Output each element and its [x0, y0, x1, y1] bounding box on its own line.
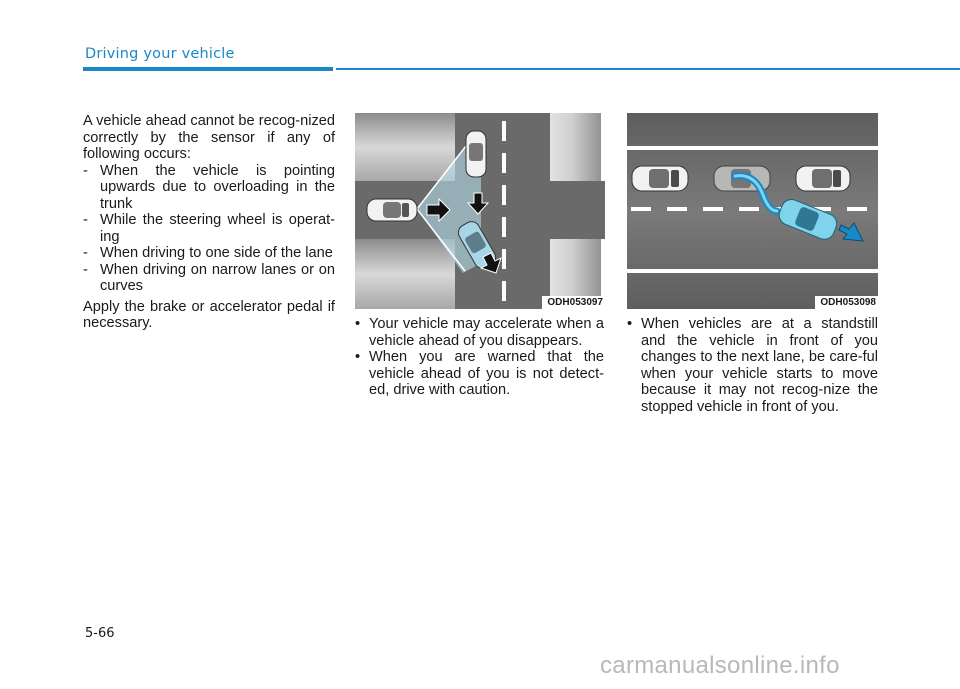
lane-line — [627, 146, 878, 150]
vehicle-ahead-icon — [466, 131, 486, 177]
dash-mark: - — [83, 212, 88, 228]
right-column — [627, 316, 878, 415]
dash-mark: - — [83, 245, 88, 261]
condition-item — [83, 212, 335, 245]
bullet-item — [627, 316, 878, 415]
condition-text: While the steering wheel is operat-ing — [100, 212, 335, 245]
bullet-item — [355, 349, 604, 399]
condition-text: When driving to one side of the lane — [100, 245, 333, 261]
after-paragraph: Apply the brake or accelerator pedal if necessary. — [83, 298, 335, 331]
corner-block — [355, 113, 455, 181]
intersection-illustration — [355, 113, 605, 309]
condition-text: When the vehicle is pointing upwards due to overloading in the trunk — [100, 162, 335, 212]
page-number: 5-66 — [85, 626, 115, 641]
bullet-mark: • — [355, 349, 361, 365]
watermark: carmanualsonline.info — [600, 652, 840, 679]
own-car-icon — [367, 199, 417, 221]
dash-mark: - — [83, 162, 88, 179]
bullet-mark: • — [355, 316, 361, 332]
condition-item — [83, 245, 335, 262]
figure-intersection — [355, 113, 605, 309]
figure-lane-change — [627, 113, 878, 309]
condition-item — [83, 262, 335, 295]
intro-paragraph: A vehicle ahead cannot be recog-nized correctly by the sensor if any of following occurs: — [83, 113, 335, 162]
bullet-text: When you are warned that the vehicle ahead of you is not detect-ed, drive with caution. — [369, 349, 604, 398]
header-rule-thick — [83, 67, 333, 71]
section-title: Driving your vehicle — [85, 46, 235, 62]
own-car-icon — [632, 166, 688, 191]
figure-code: ODH053097 — [542, 296, 605, 309]
bullet-text: When vehicles are at a standstill and the vehicle in front of you changes to the next lane, be care-ful when your vehicle starts to move because it may not recog-nize the stopped vehicle in front of you. — [641, 316, 878, 415]
lane-change-illustration — [627, 113, 878, 309]
stopped-vehicle-icon — [796, 166, 850, 191]
bullet-item — [355, 316, 604, 349]
bullet-text: Your vehicle may accelerate when a vehicle ahead of you disappears. — [369, 316, 604, 349]
dash-mark: - — [83, 261, 88, 278]
figure-code: ODH053098 — [815, 296, 878, 309]
header-rule-thin — [336, 68, 960, 70]
condition-text: When driving on narrow lanes or on curves — [100, 261, 335, 294]
lane-line — [627, 269, 878, 273]
corner-block — [550, 113, 605, 181]
condition-item — [83, 163, 335, 213]
left-column — [83, 113, 335, 332]
middle-column — [355, 316, 604, 399]
bullet-mark: • — [627, 316, 633, 332]
corner-block — [355, 239, 455, 309]
